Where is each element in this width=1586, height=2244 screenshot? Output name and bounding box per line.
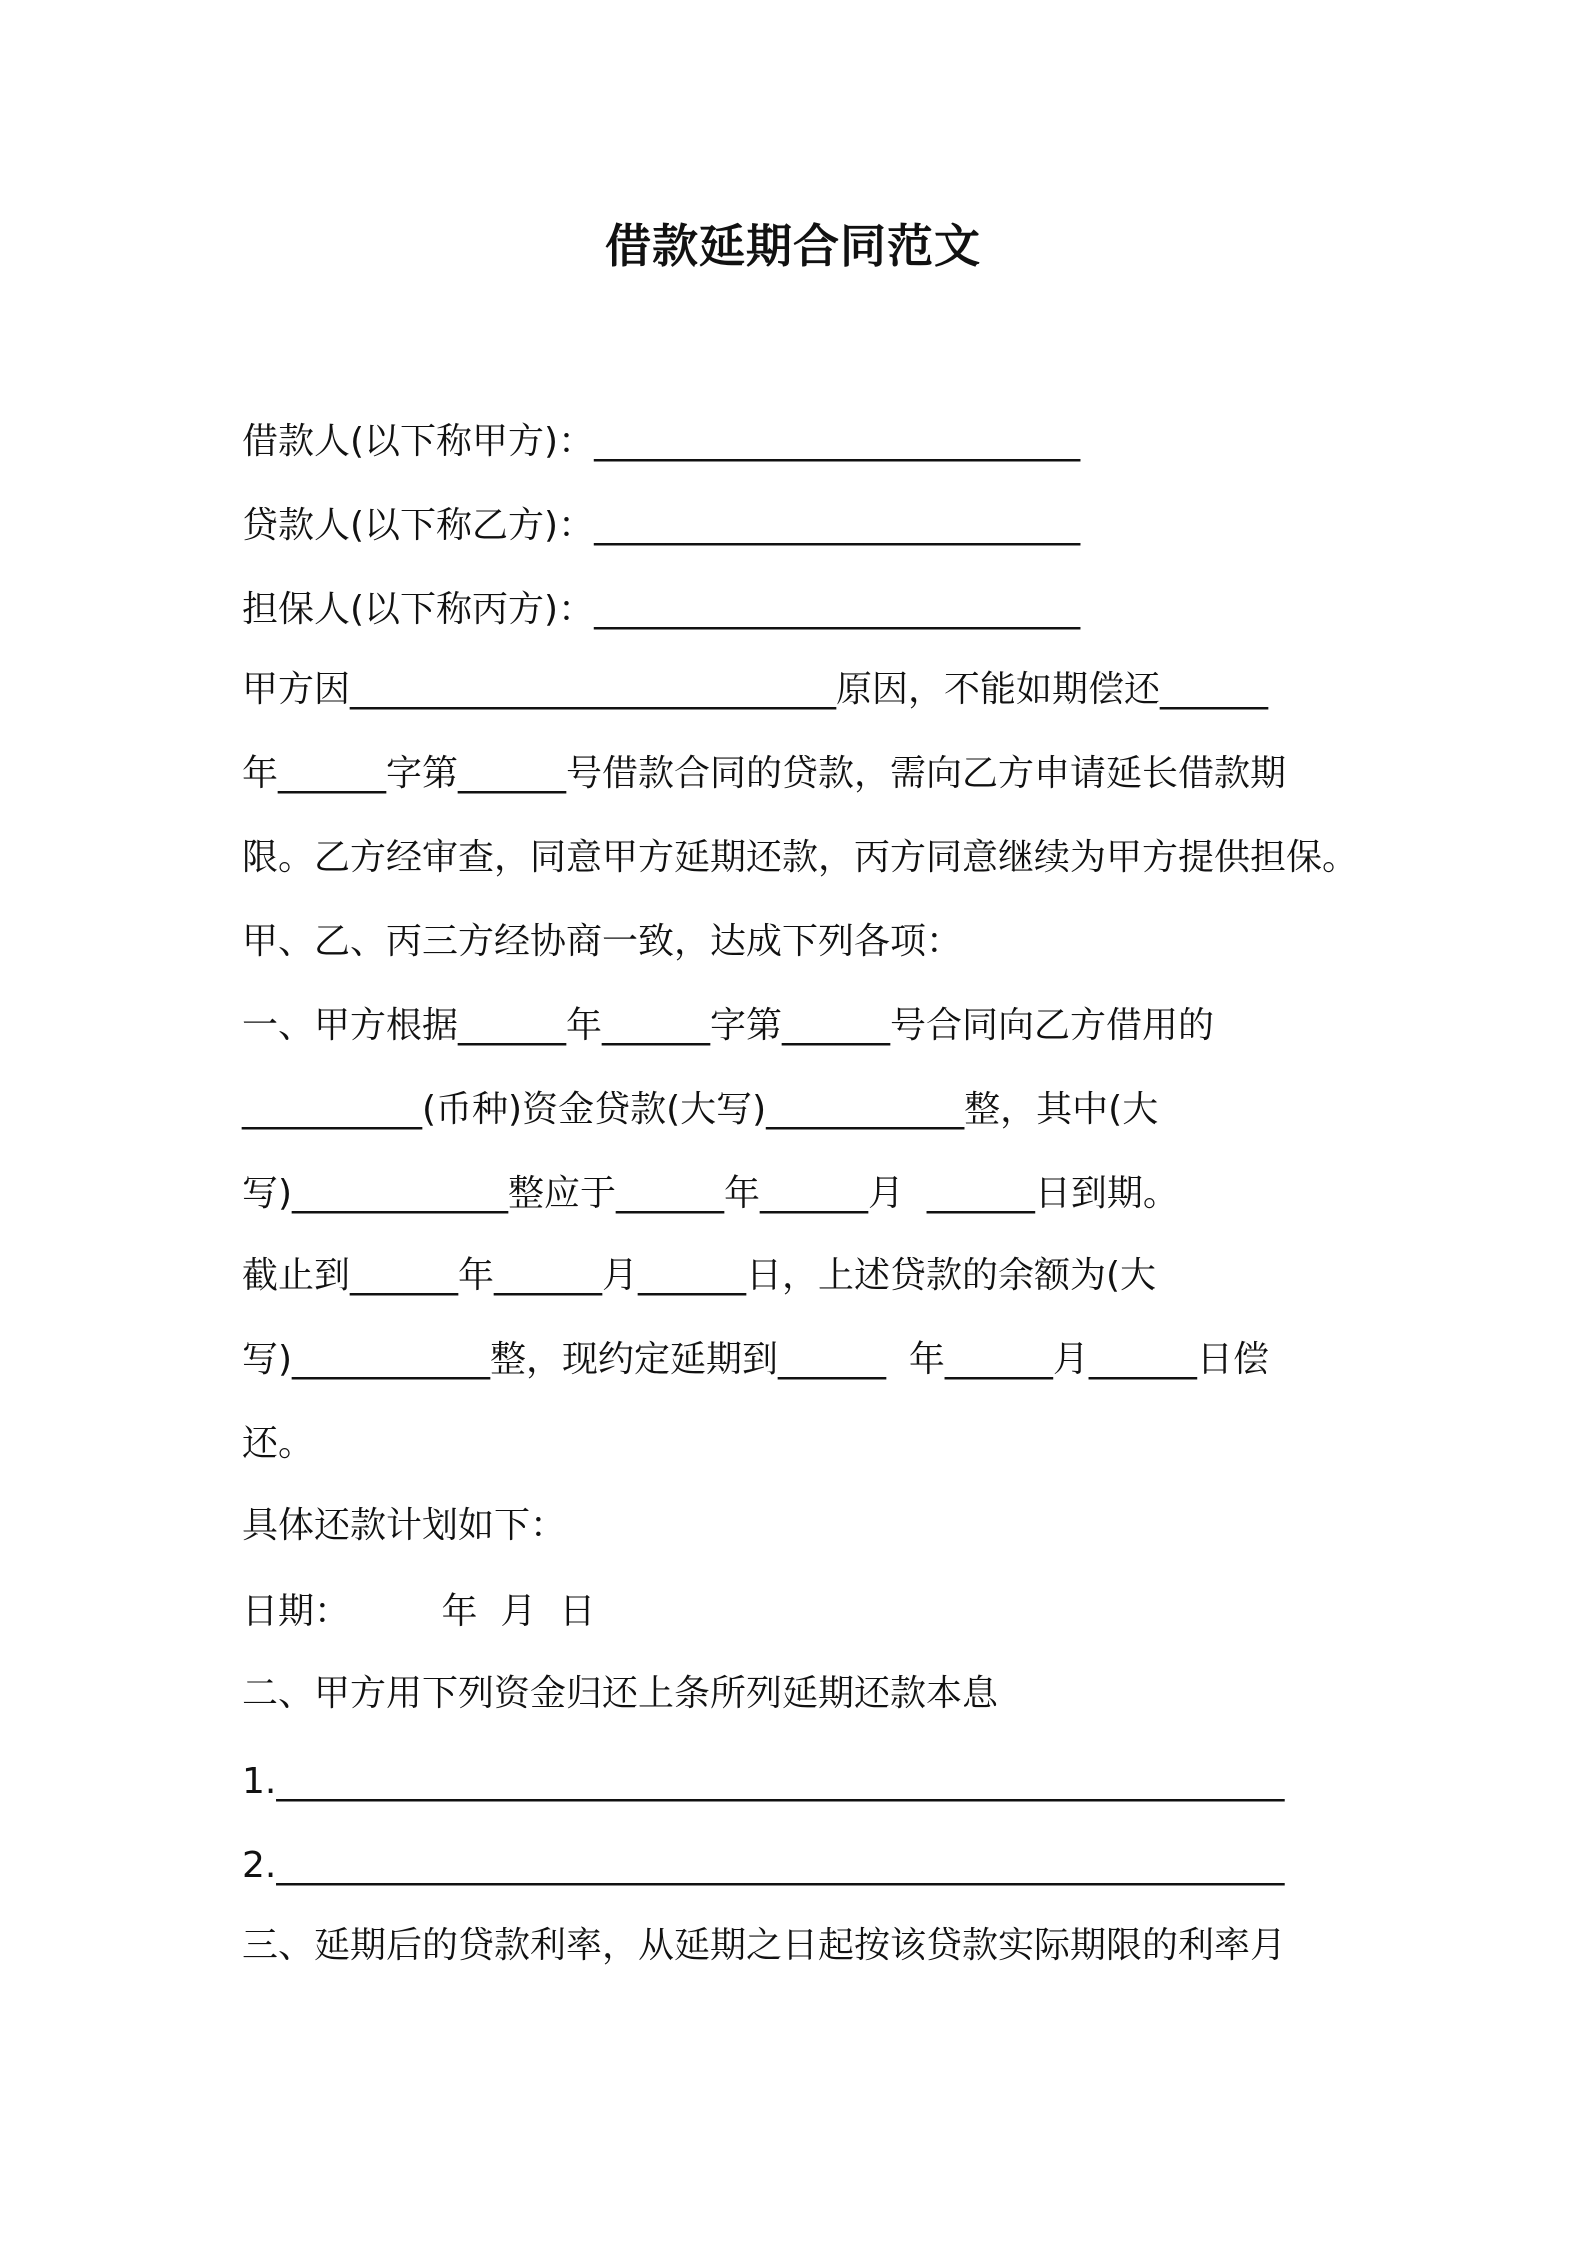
- body-line: 年______字第______号借款合同的贷款，需向乙方申请延长借款期: [242, 753, 1287, 794]
- repayment-plan-heading: 具体还款计划如下：: [242, 1505, 567, 1546]
- fund-item-1: 1.________________________________________________________: [242, 1761, 1285, 1802]
- body-line: 甲方因___________________________原因，不能如期偿还______: [242, 669, 1269, 710]
- clause-one-line: 截止到______年______月______日，上述贷款的余额为(大: [242, 1255, 1157, 1296]
- clause-one-line: 一、甲方根据______年______字第______号合同向乙方借用的: [242, 1005, 1215, 1046]
- lender-line: 贷款人(以下称乙方)：___________________________: [242, 505, 1081, 546]
- borrower-line: 借款人(以下称甲方)：___________________________: [242, 421, 1081, 462]
- document-title: 借款延期合同范文: [605, 219, 981, 273]
- date-line: 日期： 年 月 日: [242, 1591, 596, 1632]
- clause-one-line: __________(币种)资金贷款(大写)___________整，其中(大: [242, 1089, 1159, 1130]
- clause-one-line: 写)____________整应于______年______月 ______日到期。: [242, 1173, 1179, 1214]
- body-line: 限。乙方经审查，同意甲方延期还款，丙方同意继续为甲方提供担保。: [242, 837, 1359, 878]
- clause-one-line: 写)___________整，现约定延期到______ 年______月______日偿: [242, 1339, 1269, 1380]
- fund-item-2: 2.________________________________________________________: [242, 1845, 1285, 1886]
- clause-one-line: 还。: [242, 1423, 315, 1464]
- body-line: 甲、乙、丙三方经协商一致，达成下列各项：: [242, 921, 963, 962]
- clause-three-line: 三、延期后的贷款利率，从延期之日起按该贷款实际期限的利率月: [242, 1925, 1287, 1966]
- clause-two-line: 二、甲方用下列资金归还上条所列延期还款本息: [242, 1673, 999, 1714]
- guarantor-line: 担保人(以下称丙方)：___________________________: [242, 589, 1081, 630]
